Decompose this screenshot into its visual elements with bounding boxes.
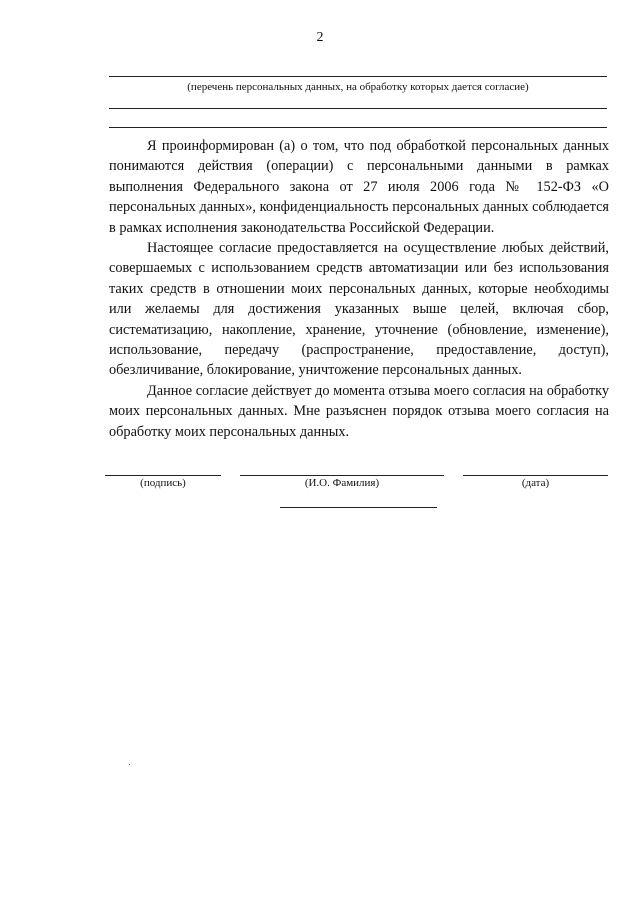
- consent-body: [109, 136, 609, 442]
- paragraph-consent-withdrawal: Данное согласие действует до момента отзыва моего согласия на обработку моих персональных данных. Мне разъяснен порядок отзыва моего согласия на обработку моих персональных данных.: [109, 382, 609, 440]
- data-list-caption: (перечень персональных данных, на обработку которых дается согласие): [187, 81, 529, 93]
- data-list-line-1: [109, 76, 607, 77]
- paragraph-consent-scope: Настоящее согласие предоставляется на осуществление любых действий, совершаемых с использованием средств автоматизации или без использования таких средств в отношении моих персональных данных, которые необходимы или желаемы для достижения указанных выше целей, включая сбор, систематизацию, накопление, хранение, уточнение (обновление, изменение), использование, передачу (распространение, предоставление, доступ), обезличивание, блокирование, уничтожение персональных данных.: [109, 240, 609, 379]
- scan-dot: [129, 764, 130, 765]
- signature-label: (подпись): [140, 477, 186, 489]
- name-line: [240, 475, 444, 476]
- date-label: (дата): [521, 477, 550, 489]
- page-number: 2: [316, 30, 324, 45]
- signature-line: [105, 475, 221, 476]
- data-list-line-3: [109, 127, 607, 128]
- extra-signature-line: [280, 507, 437, 508]
- paragraph-processing-definition: Я проинформирован (а) о том, что под обработкой персональных данных понимаются действия (операции) с персональными данными в рамках выполнения Федерального закона от 27 июля 2006 года № 152-ФЗ «О персональных данных», конфиденциальность персональных данных соблюдается в рамках исполнения законодательства Российской Федерации.: [109, 138, 609, 236]
- data-list-line-2: [109, 108, 607, 109]
- date-line: [463, 475, 608, 476]
- name-label: (И.О. Фамилия): [304, 477, 380, 489]
